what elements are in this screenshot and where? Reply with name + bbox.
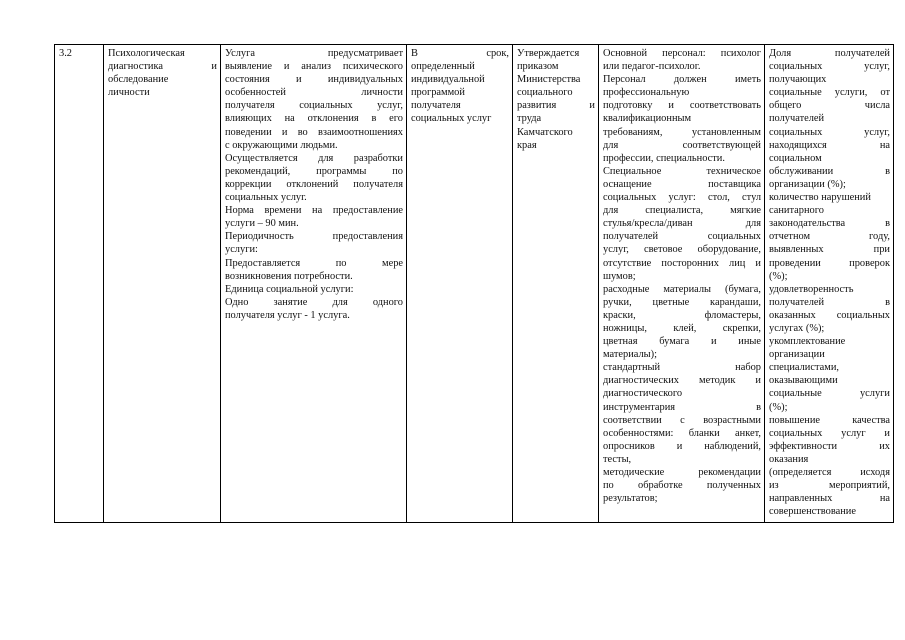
tariff-line: труда xyxy=(517,113,542,125)
tariff-line: Камчатского xyxy=(517,126,573,138)
conditions-line: Персонал должен иметь xyxy=(603,74,761,86)
conditions-line: результатов; xyxy=(603,493,658,505)
indicators-line: удовлетворенность xyxy=(769,283,854,295)
conditions-line: цветная бумага и иные xyxy=(603,336,761,348)
indicators-line: общего числа xyxy=(769,100,890,112)
table-row xyxy=(55,45,894,523)
conditions-line: ручки, цветные карандаши, xyxy=(603,296,761,308)
indicators-line: оказывающими xyxy=(769,375,838,387)
indicators-line: организации (%); xyxy=(769,178,846,190)
indicators-line: (%); xyxy=(769,401,788,413)
indicators-line: социальных услуг, xyxy=(769,126,890,138)
indicators-line: социальных услуг, xyxy=(769,61,890,73)
description-line: Услуга предусматривает xyxy=(225,48,403,59)
description-line: рекомендаций, программы по xyxy=(225,165,403,177)
description-line: влияющих на отклонения в его xyxy=(225,113,403,125)
conditions-line: профессиональную xyxy=(603,87,690,99)
conditions-line: получателей социальных xyxy=(603,231,761,243)
description-line: возникновения потребности. xyxy=(225,270,353,282)
description-line: Норма времени на предоставление xyxy=(225,205,403,217)
indicators-line: эффективности их xyxy=(769,440,890,452)
conditions-line: соответствии с возрастными xyxy=(603,414,761,426)
indicators-line: совершенствование xyxy=(769,506,856,518)
indicators-line: (определяется исходя xyxy=(769,467,890,478)
conditions-line: требованиям, установленным xyxy=(603,126,761,138)
service-description-cell xyxy=(221,45,407,523)
indicators-line: Доля получателей xyxy=(769,48,890,59)
name-line: личности xyxy=(108,87,150,99)
indicators-line: социальные услуги xyxy=(769,388,890,400)
conditions-line: Основной персонал: психолог xyxy=(603,48,761,59)
service-tariff-cell xyxy=(513,45,599,523)
tariff-line: Министерства xyxy=(517,74,581,86)
conditions-line: материалы); xyxy=(603,349,657,361)
conditions-line: оснащение поставщика xyxy=(603,178,761,190)
term-line: определенный xyxy=(411,61,475,73)
description-line: коррекции отклонений получателя xyxy=(225,178,403,190)
description-line: Осуществляется для разработки xyxy=(225,152,403,164)
term-line: социальных услуг xyxy=(411,113,492,125)
description-line: особенностей личности xyxy=(225,87,403,99)
description-line: поведении и во взаимоотношениях xyxy=(225,126,403,138)
description-line: услуги – 90 мин. xyxy=(225,218,299,230)
service-name-cell xyxy=(104,45,221,523)
service-indicators-cell xyxy=(765,45,894,523)
conditions-line: особенностями: бланки анкет, xyxy=(603,427,761,439)
indicators-line: оказания xyxy=(769,453,809,465)
indicators-line: отчетном году, xyxy=(769,231,890,243)
description-line: состояния и индивидуальных xyxy=(225,74,403,86)
indicators-line: социальных услуг и xyxy=(769,427,890,439)
indicators-line: количество нарушений xyxy=(769,192,871,204)
conditions-line: Специальное техническое xyxy=(603,165,761,177)
conditions-line: по обработке полученных xyxy=(603,480,761,492)
conditions-line: ножницы, клей, скрепки, xyxy=(603,322,761,334)
conditions-line: отсутствие посторонних лиц и xyxy=(603,257,761,269)
conditions-line: квалификационным xyxy=(603,113,692,125)
indicators-line: организации xyxy=(769,349,825,361)
conditions-line: тесты, xyxy=(603,453,632,465)
conditions-line: методические рекомендации xyxy=(603,467,761,478)
conditions-line: услуг, световое оборудование, xyxy=(603,244,761,256)
tariff-line: края xyxy=(517,139,537,151)
conditions-line: шумов; xyxy=(603,270,636,282)
conditions-line: диагностического xyxy=(603,388,683,400)
description-line: получателя социальных услуг, xyxy=(225,100,403,112)
term-line: получателя xyxy=(411,100,461,112)
indicators-line: обслуживании в xyxy=(769,165,890,177)
indicators-line: из мероприятий, xyxy=(769,480,890,492)
tariff-line: приказом xyxy=(517,61,559,73)
conditions-line: для специалиста, мягкие xyxy=(603,205,761,217)
term-line: программой xyxy=(411,87,465,99)
conditions-line: стулья/кресла/диван для xyxy=(603,218,761,230)
service-term-cell xyxy=(407,45,513,523)
indicators-line: находящихся на xyxy=(769,139,890,151)
conditions-line: расходные материалы (бумага, xyxy=(603,283,761,295)
tariff-line: Утверждается xyxy=(517,48,580,59)
conditions-line: или педагог-психолог. xyxy=(603,61,701,73)
services-table xyxy=(54,44,894,523)
conditions-line: краски, фломастеры, xyxy=(603,309,761,321)
name-line: диагностика и xyxy=(108,61,217,73)
indicators-line: социальном xyxy=(769,152,822,164)
indicators-line: специалистами, xyxy=(769,362,839,374)
indicators-line: выявленных при xyxy=(769,244,890,256)
term-line: индивидуальной xyxy=(411,74,485,86)
conditions-line: для соответствующей xyxy=(603,139,761,151)
conditions-line: опросников и наблюдений, xyxy=(603,440,761,452)
indicators-line: повышение качества xyxy=(769,414,890,426)
indicators-line: получающих xyxy=(769,74,827,86)
indicators-line: оказанных социальных xyxy=(769,309,890,321)
description-line: Периодичность предоставления xyxy=(225,231,403,243)
indicators-line: услугах (%); xyxy=(769,322,825,334)
conditions-line: диагностических методик и xyxy=(603,375,761,387)
row-number-cell xyxy=(55,45,104,523)
indicators-line: направленных на xyxy=(769,493,890,505)
conditions-line: инструментария в xyxy=(603,401,761,413)
indicators-line: получателей xyxy=(769,113,825,125)
indicators-line: проведении проверок xyxy=(769,257,890,269)
conditions-line: профессии, специальности. xyxy=(603,152,725,164)
indicators-line: (%); xyxy=(769,270,788,282)
indicators-line: санитарного xyxy=(769,205,824,217)
description-line: услуги: xyxy=(225,244,258,256)
name-line: Психологическая xyxy=(108,48,185,59)
description-line: с окружающими людьми. xyxy=(225,139,338,151)
indicators-line: законодательства в xyxy=(769,218,890,230)
conditions-line: стандартный набор xyxy=(603,362,761,374)
description-line: выявление и анализ психического xyxy=(225,61,403,73)
indicators-line: укомплектование xyxy=(769,336,846,348)
service-conditions-cell xyxy=(599,45,765,523)
description-line: Единица социальной услуги: xyxy=(225,283,354,295)
name-line: обследование xyxy=(108,74,169,86)
description-line: социальных услуг. xyxy=(225,192,307,204)
description-line: Предоставляется по мере xyxy=(225,257,403,269)
tariff-line: социального xyxy=(517,87,573,99)
tariff-line: развития и xyxy=(517,100,595,112)
conditions-line: подготовку и соответствовать xyxy=(603,100,761,112)
conditions-line: социальных услуг: стол, стул xyxy=(603,192,761,204)
indicators-line: получателей в xyxy=(769,296,890,308)
description-line: получателя услуг - 1 услуга. xyxy=(225,309,350,321)
term-line: В срок, xyxy=(411,48,509,59)
row-number: 3.2 xyxy=(59,48,72,59)
description-line: Одно занятие для одного xyxy=(225,296,403,308)
indicators-line: социальные услуги, от xyxy=(769,87,890,99)
